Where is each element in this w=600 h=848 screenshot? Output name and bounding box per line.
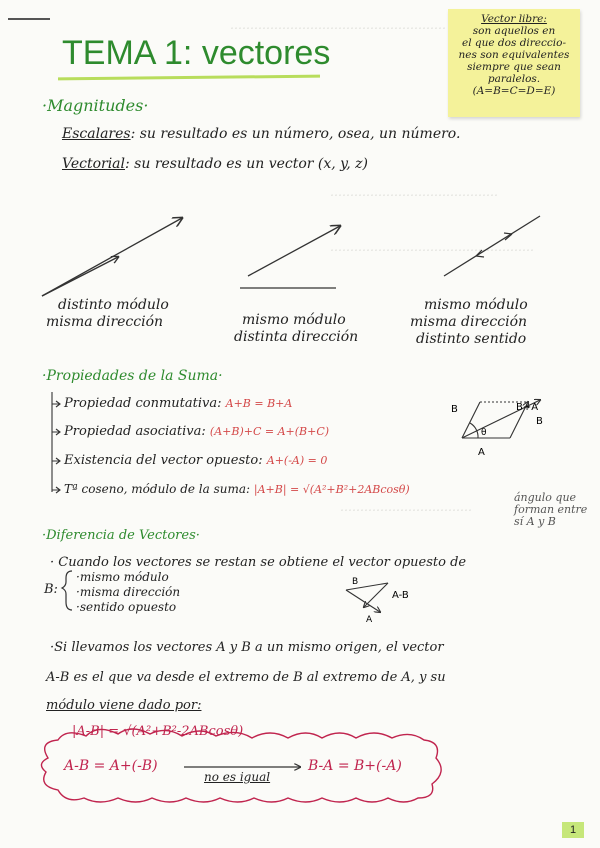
angle-arc	[470, 423, 478, 438]
diff-label-amb: A-B	[392, 590, 409, 601]
note-line: son aquellos en	[472, 25, 556, 37]
vector-line	[444, 216, 540, 276]
vector-arrow-long	[42, 218, 182, 296]
suma-item-formula: A+(-A) = 0	[266, 454, 328, 467]
suma-item-2	[64, 424, 329, 439]
case3-line3: distinto sentido	[416, 331, 527, 347]
section-diferencia: ·Diferencia de Vectores·	[42, 528, 200, 543]
page-number: 1	[562, 822, 584, 838]
escalares-label: Escalares	[62, 126, 131, 142]
cloud-right: B-A = B+(-A)	[308, 758, 402, 774]
diagram-label-sum: B+A	[516, 402, 539, 413]
bleed-through: ……………………………………	[330, 185, 498, 199]
bleed-through: ………………………………………………	[230, 18, 446, 32]
bullet-arrows	[52, 392, 60, 493]
b-properties	[76, 570, 180, 615]
difference-diagram	[346, 583, 388, 612]
b-property: ·mismo módulo	[76, 570, 169, 584]
cloud-content	[64, 758, 158, 774]
bleed-through: ……………………………	[340, 500, 472, 514]
suma-item-formula: |A+B| = √(A²+B²+2ABcosθ)	[253, 483, 410, 496]
diff-label-a: A	[366, 615, 373, 625]
note-line: nes son equivalentes	[458, 49, 570, 61]
page-title: TEMA 1: vectores	[62, 34, 331, 72]
curly-brace	[62, 571, 72, 610]
case1-line1: distinto módulo	[58, 297, 169, 313]
suma-item-formula: A+B = B+A	[225, 397, 293, 410]
difference-formula: |A-B| = √(A²+B²-2ABcosθ)	[72, 724, 244, 739]
suma-item-3	[64, 453, 327, 468]
diagram-label-a: A	[478, 447, 485, 458]
diagram-label-b2: B	[536, 416, 543, 427]
b-property: ·sentido opuesto	[76, 600, 177, 614]
case3-line2: misma dirección	[410, 314, 528, 330]
case2-line2: distinta dirección	[234, 329, 359, 345]
suma-item-label: Existencia del vector opuesto:	[64, 453, 263, 468]
section-magnitudes: ·Magnitudes·	[42, 96, 149, 115]
diferencia-para2: A-B es el que va desde el extremo de B al extremo de A, y su	[46, 670, 446, 685]
note-line: el que dos direccio-	[461, 37, 566, 49]
suma-item-formula: (A+B)+C = A+(B+C)	[209, 425, 330, 438]
section-suma: ·Propiedades de la Suma·	[42, 368, 223, 384]
suma-item-label: Propiedad asociativa:	[64, 424, 206, 439]
angle-note-line: forman entre	[514, 503, 588, 516]
note-heading: Vector libre:	[481, 13, 547, 25]
diagram-label-b: B	[451, 404, 458, 415]
suma-item-label: Propiedad conmutativa:	[64, 396, 222, 411]
escalares-text: : su resultado es un número, osea, un número.	[130, 126, 461, 142]
diferencia-line1: · Cuando los vectores se restan se obtiene el vector opuesto de	[50, 555, 467, 570]
vectorial-label: Vectorial	[62, 156, 125, 172]
angle-note	[514, 492, 587, 528]
suma-item-label: Tª coseno, módulo de la suma:	[64, 482, 251, 496]
suma-item-1	[64, 396, 292, 411]
vector-arrow	[248, 226, 340, 276]
diferencia-para3: módulo viene dado por:	[46, 698, 202, 713]
case2-line1: mismo módulo	[242, 312, 346, 328]
diagram-label-theta: θ	[481, 428, 487, 438]
b-property: ·misma dirección	[76, 585, 181, 599]
note-line: (A=B=C=D=E)	[472, 85, 556, 97]
note-line: siempre que sean	[467, 61, 561, 73]
vectorial-text: : su resultado es un vector (x, y, z)	[125, 156, 368, 172]
diferencia-para1: ·Si llevamos los vectores A y B a un mismo origen, el vector	[50, 640, 444, 655]
diff-label-b: B	[352, 577, 359, 587]
angle-note-line: sí A y B	[514, 515, 556, 528]
case1-line2: misma dirección	[46, 314, 164, 330]
cloud-left: A-B = A+(-B)	[64, 758, 158, 774]
suma-item-4	[64, 482, 410, 496]
case3-line1: mismo módulo	[424, 297, 528, 313]
angle-note-line: ángulo que	[514, 491, 577, 504]
cloud-mid: no es igual	[204, 770, 271, 784]
note-line: paralelos.	[487, 73, 541, 85]
bleed-through: ……………………………………………	[330, 240, 534, 254]
b-label: B:	[44, 582, 58, 597]
